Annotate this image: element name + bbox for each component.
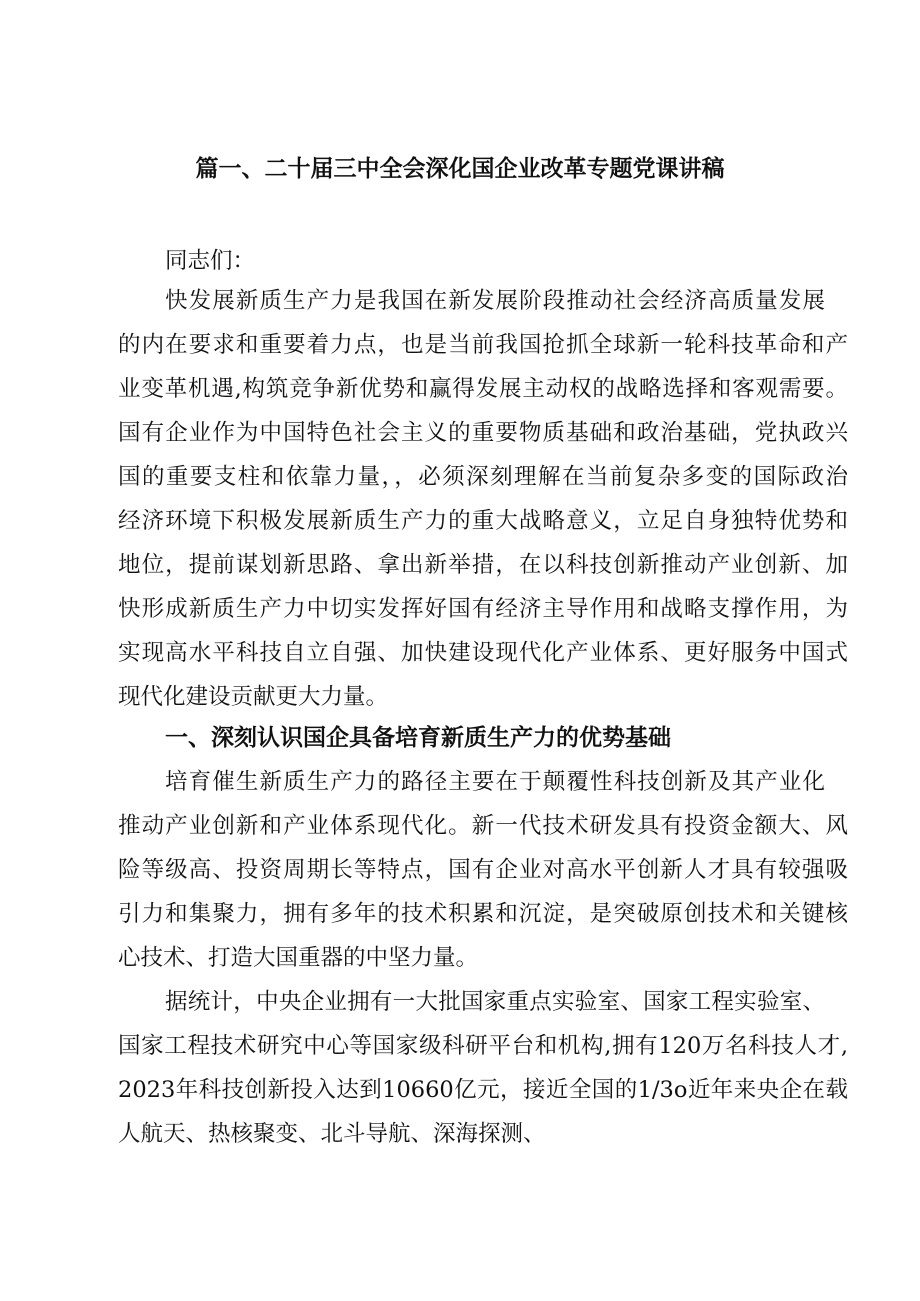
paragraph-line: 据统计，中央企业拥有一大批国家重点实验室、国家工程实验室、 — [165, 989, 825, 1015]
paragraph-line: 2023年科技创新投入达到10660亿元，接近全国的1/3o近年来央企在载 — [118, 1077, 848, 1103]
paragraph-line: 国家工程技术研究中心等国家级科研平台和机构,拥有120万名科技人才, — [118, 1033, 848, 1059]
paragraph-line: 国的重要支柱和依靠力量，，必须深刻理解在当前复杂多变的国际政治 — [118, 464, 848, 490]
section-heading: 一、深刻认识国企具备培育新质生产力的优势基础 — [165, 725, 671, 751]
salutation: 同志们： — [165, 248, 256, 274]
paragraph-line: 培育催生新质生产力的路径主要在于颠覆性科技创新及其产业化 — [165, 769, 825, 795]
paragraph-line: 快发展新质生产力是我国在新发展阶段推动社会经济高质量发展 — [165, 288, 825, 314]
paragraph-line: 实现高水平科技自立自强、加快建设现代化产业体系、更好服务中国式 — [118, 640, 848, 666]
paragraph-line: 现代化建设贡献更大力量。 — [118, 684, 389, 710]
paragraph-line: 心技术、打造大国重器的中坚力量。 — [118, 945, 479, 971]
paragraph-line: 快形成新质生产力中切实发挥好国有经济主导作用和战略支撑作用，为 — [118, 596, 848, 622]
paragraph-line: 地位，提前谋划新思路、拿出新举措，在以科技创新推动产业创新、加 — [118, 552, 848, 578]
paragraph-line: 国有企业作为中国特色社会主义的重要物质基础和政治基础，党执政兴 — [118, 420, 848, 446]
paragraph-line: 业变革机遇,构筑竞争新优势和赢得发展主动权的战略选择和客观需要。 — [118, 376, 848, 402]
paragraph-line: 经济环境下积极发展新质生产力的重大战略意义，立足自身独特优势和 — [118, 508, 848, 534]
paragraph-line: 险等级高、投资周期长等特点，国有企业对高水平创新人才具有较强吸 — [118, 857, 848, 883]
paragraph-line: 引力和集聚力，拥有多年的技术积累和沉淀，是突破原创技术和关键核 — [118, 901, 848, 927]
paragraph-line: 推动产业创新和产业体系现代化。新一代技术研发具有投资金额大、风 — [118, 813, 848, 839]
paragraph-line: 人航天、热核聚变、北斗导航、深海探测、 — [118, 1121, 546, 1147]
document-title: 篇一、二十届三中全会深化国企业改革专题党课讲稿 — [195, 156, 725, 182]
paragraph-line: 的内在要求和重要着力点，也是当前我国抢抓全球新一轮科技革命和产 — [118, 332, 848, 358]
